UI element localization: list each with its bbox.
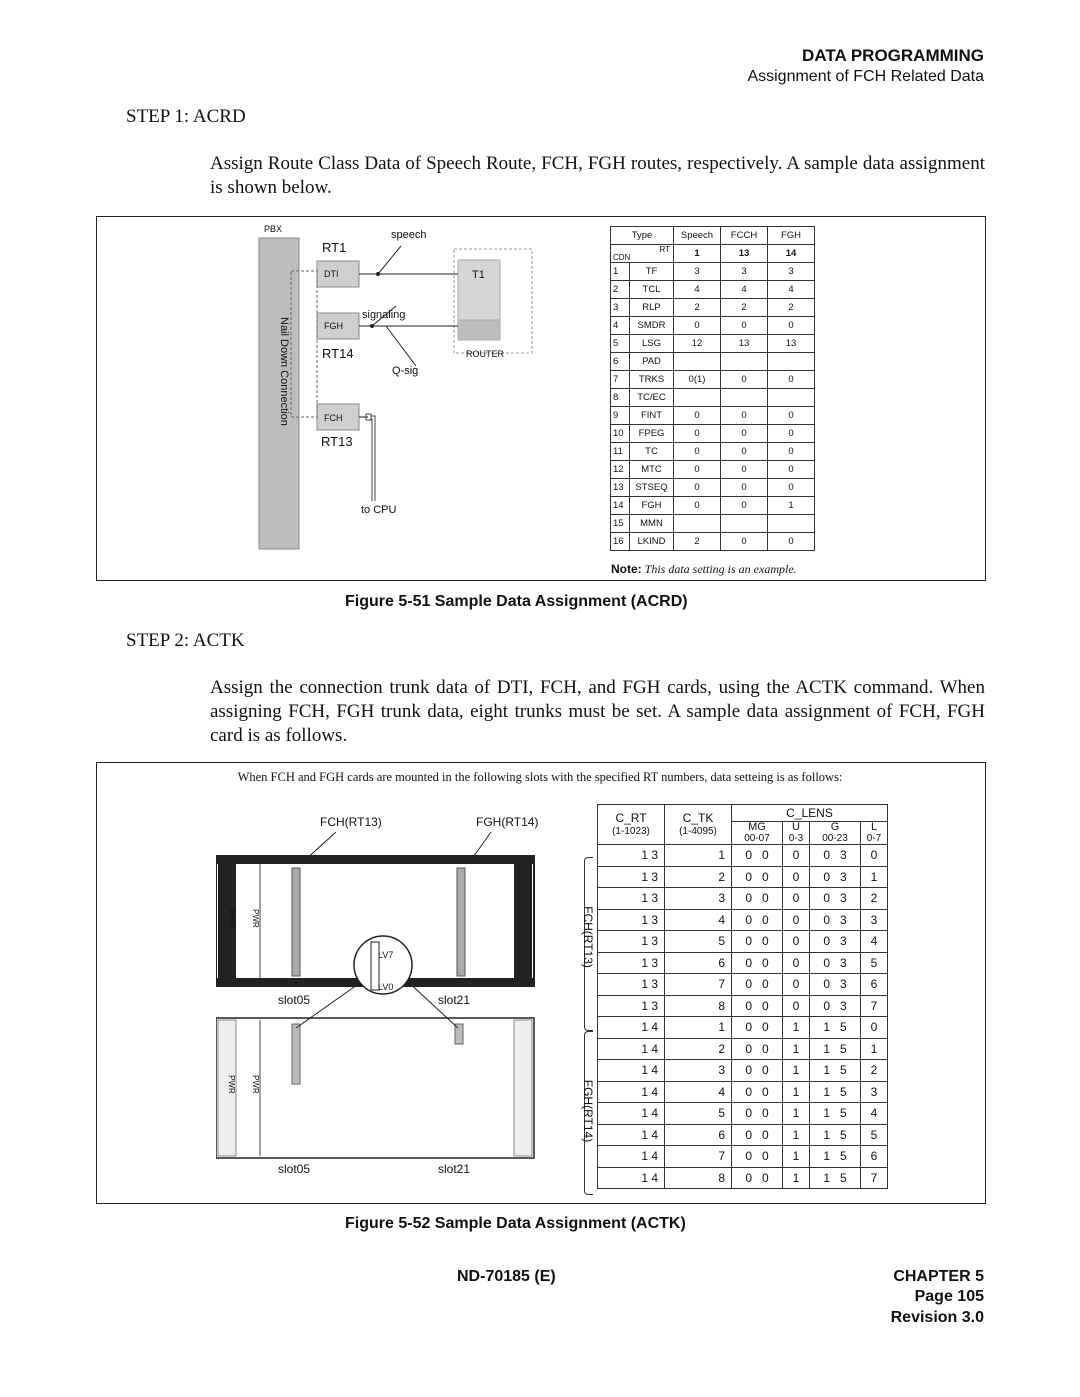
table-row [611,371,815,389]
row-value: 0 [721,317,768,335]
cell-tk: 8 [665,1167,732,1189]
cell-u: 0 [783,888,810,910]
row-value: 0 [768,533,815,551]
row-type: PAD [630,353,674,371]
cell-rt: 1 3 [598,845,665,867]
cell-g: 1 5 [810,1167,861,1189]
u-label: U [792,821,800,833]
cell-g: 0 3 [810,845,861,867]
cell-g: 1 5 [810,1038,861,1060]
table-row [598,1038,888,1060]
cell-l: 5 [861,1124,888,1146]
step2-text: Assign the connection trunk data of DTI, FCH, and FGH cards, using the ACTK command. When assigning FCH, FGH trunk data, eight trunks must be set. A sample data assignment of FCH, FGH card is as follows. [210,677,985,746]
cell-rt: 1 4 [598,1103,665,1125]
cell-l: 4 [861,1103,888,1125]
rt14-label: RT14 [322,346,354,361]
cell-l: 6 [861,1146,888,1168]
cell-mg: 0 0 [732,1060,783,1082]
u-range: 0-3 [788,833,804,844]
cell-tk: 7 [665,1146,732,1168]
cell-l: 5 [861,952,888,974]
row-number: 13 [611,479,630,497]
cell-l: 7 [861,995,888,1017]
table-row [598,1167,888,1189]
cell-rt: 1 4 [598,1124,665,1146]
table-row [611,299,815,317]
pbx-label: PBX [264,224,283,234]
step1-text: Assign Route Class Data of Speech Route, FCH, FGH routes, respectively. A sample data assignment is shown below. [210,153,985,198]
row-value [721,353,768,371]
fig51-note [611,562,797,577]
table-row [598,974,888,996]
acrd-table [610,226,815,551]
cell-g: 1 5 [810,1146,861,1168]
cell-mg: 0 0 [732,1167,783,1189]
cell-l: 7 [861,1167,888,1189]
row-value [674,353,721,371]
rt13-label: RT13 [321,434,353,449]
row-value: 0 [768,425,815,443]
table-row [598,995,888,1017]
table-row [598,1124,888,1146]
row-value: 0 [674,443,721,461]
row-value: 4 [674,281,721,299]
table-row [598,931,888,953]
cell-u: 0 [783,974,810,996]
c-rt-label: C_RT [615,810,647,825]
cell-g: 1 5 [810,1017,861,1039]
slot05-label-top: slot05 [278,993,311,1007]
cell-mg: 0 0 [732,1103,783,1125]
cell-tk: 3 [665,1060,732,1082]
cell-mg: 0 0 [732,1038,783,1060]
rt-speech: 1 [674,245,721,263]
l-range: 0-7 [866,833,882,844]
table-row [598,1060,888,1082]
c-tk-header [665,805,732,845]
row-value: 0 [674,407,721,425]
cell-rt: 1 3 [598,888,665,910]
row-type: FGH [630,497,674,515]
cell-rt: 1 4 [598,1081,665,1103]
pwr-label-top-1: PWR [226,909,236,928]
cell-u: 1 [783,1060,810,1082]
rt-fgh: 14 [768,245,815,263]
cell-g: 1 5 [810,1103,861,1125]
acrd-rows [611,263,815,551]
cell-g: 0 3 [810,952,861,974]
c-tk-range: (1-4095) [679,825,717,837]
fgh-label: FGH [324,321,343,331]
cell-mg: 0 0 [732,1017,783,1039]
row-value: 0(1) [674,371,721,389]
actk-rows [598,845,888,1189]
cell-tk: 7 [665,974,732,996]
row-value: 2 [721,299,768,317]
section-subtitle: Assignment of FCH Related Data [747,68,984,85]
pwr-label-bottom-1: PWR [226,1075,236,1094]
row-value [721,515,768,533]
row-value [674,389,721,407]
step1-heading: STEP 1: ACRD [126,106,246,127]
cell-mg: 0 0 [732,888,783,910]
cell-l: 1 [861,866,888,888]
table-row [611,497,815,515]
table-row [598,909,888,931]
cell-rt: 1 4 [598,1167,665,1189]
acrd-table-wrap [610,226,815,551]
row-value: 0 [721,479,768,497]
rack-svg [216,810,539,1180]
cell-g: 0 3 [810,909,861,931]
cell-u: 0 [783,866,810,888]
cell-l: 4 [861,931,888,953]
cell-rt: 1 3 [598,909,665,931]
mg-header [732,822,783,845]
table-row [598,845,888,867]
row-number: 11 [611,443,630,461]
cell-mg: 0 0 [732,1124,783,1146]
cell-u: 1 [783,1081,810,1103]
table-row [611,479,815,497]
row-value: 0 [721,533,768,551]
row-value: 1 [768,497,815,515]
cell-u: 1 [783,1146,810,1168]
fgh-group-label: FGH(RT14) [581,1079,595,1143]
cell-tk: 3 [665,888,732,910]
row-value: 0 [768,443,815,461]
cell-tk: 4 [665,1081,732,1103]
row-number: 2 [611,281,630,299]
row-value: 0 [721,461,768,479]
cell-tk: 5 [665,931,732,953]
cell-rt: 1 3 [598,974,665,996]
row-value [768,515,815,533]
footer-page: Page 105 [914,1288,984,1305]
slot05-label-bottom: slot05 [278,1162,311,1176]
g-label: G [830,821,840,833]
pwr-label-bottom-2: PWR [250,1075,260,1094]
row-type: MTC [630,461,674,479]
row-value: 4 [721,281,768,299]
mg-range: 00-07 [744,833,770,844]
t1-label: T1 [472,269,485,281]
fgh-rt14-label: FGH(RT14) [476,815,539,829]
cell-tk: 2 [665,866,732,888]
table-row [611,461,815,479]
row-number: 9 [611,407,630,425]
cell-u: 1 [783,1103,810,1125]
cell-rt: 1 4 [598,1060,665,1082]
row-value [674,515,721,533]
step2-heading: STEP 2: ACTK [126,630,245,651]
cell-g: 0 3 [810,866,861,888]
table-row [611,335,815,353]
l-header [861,822,888,845]
cdn-rt-cell [611,245,674,263]
cell-mg: 0 0 [732,1081,783,1103]
cell-mg: 0 0 [732,1146,783,1168]
cell-u: 0 [783,952,810,974]
row-number: 14 [611,497,630,515]
row-value: 0 [674,317,721,335]
actk-table-wrap [597,804,888,1189]
col-fcch: FCCH [721,227,768,245]
dti-label: DTI [324,269,339,279]
row-value: 0 [674,425,721,443]
row-type: TF [630,263,674,281]
table-row [611,425,815,443]
cell-rt: 1 3 [598,952,665,974]
fch-group-label: FCH(RT13) [581,906,595,968]
row-number: 7 [611,371,630,389]
cell-rt: 1 3 [598,995,665,1017]
col-fgh: FGH [768,227,815,245]
cell-rt: 1 4 [598,1038,665,1060]
cell-g: 1 5 [810,1060,861,1082]
row-type: TCL [630,281,674,299]
row-type: LKIND [630,533,674,551]
c-rt-range: (1-1023) [612,825,650,837]
section-title: DATA PROGRAMMING [802,46,984,65]
cell-mg: 0 0 [732,866,783,888]
cell-l: 2 [861,1060,888,1082]
row-value: 3 [768,263,815,281]
cell-mg: 0 0 [732,931,783,953]
cell-mg: 0 0 [732,909,783,931]
cell-u: 1 [783,1017,810,1039]
cell-tk: 8 [665,995,732,1017]
note-text: This data setting is an example. [644,562,797,576]
row-value: 0 [721,407,768,425]
row-value: 13 [721,335,768,353]
row-value: 0 [721,497,768,515]
row-number: 1 [611,263,630,281]
row-number: 12 [611,461,630,479]
c-tk-label: C_TK [682,810,714,825]
row-value: 0 [768,407,815,425]
row-value: 0 [768,461,815,479]
footer-revision: Revision 3.0 [890,1309,984,1326]
row-value: 2 [674,533,721,551]
doc-number: ND-70185 (E) [457,1268,556,1285]
row-type: FPEG [630,425,674,443]
speech-label: speech [391,229,427,241]
row-value: 2 [674,299,721,317]
row-number: 4 [611,317,630,335]
row-value [768,389,815,407]
row-type: FINT [630,407,674,425]
row-type: RLP [630,299,674,317]
rt-fcch: 13 [721,245,768,263]
cell-g: 0 3 [810,888,861,910]
row-type: MMN [630,515,674,533]
cell-mg: 0 0 [732,995,783,1017]
cell-tk: 2 [665,1038,732,1060]
cell-g: 1 5 [810,1081,861,1103]
table-row [611,353,815,371]
signaling-label: signaling [362,309,406,321]
rt1-label: RT1 [322,240,347,255]
cell-tk: 5 [665,1103,732,1125]
cell-g: 0 3 [810,995,861,1017]
cell-mg: 0 0 [732,974,783,996]
row-value: 0 [721,425,768,443]
cell-mg: 0 0 [732,845,783,867]
router-label: ROUTER [466,349,504,359]
table-row [598,1103,888,1125]
row-value: 12 [674,335,721,353]
row-value: 0 [674,461,721,479]
cell-l: 1 [861,1038,888,1060]
cell-rt: 1 4 [598,1017,665,1039]
cell-mg: 0 0 [732,952,783,974]
row-number: 8 [611,389,630,407]
table-row [611,389,815,407]
cell-l: 2 [861,888,888,910]
fch-label: FCH [324,413,343,423]
cell-rt: 1 4 [598,1146,665,1168]
g-range: 00-23 [822,833,848,844]
slot21-label-top: slot21 [438,993,471,1007]
pwr-label-top-2: PWR [250,909,260,928]
row-number: 15 [611,515,630,533]
cell-tk: 1 [665,1017,732,1039]
nail-down-label: Nail Down Connection [278,317,290,426]
cell-u: 0 [783,909,810,931]
table-row [598,952,888,974]
row-number: 6 [611,353,630,371]
row-value: 2 [768,299,815,317]
cell-l: 3 [861,1081,888,1103]
figure-52-caption: Figure 5-52 Sample Data Assignment (ACTK) [345,1215,686,1232]
table-row [598,1081,888,1103]
cell-rt: 1 3 [598,931,665,953]
row-type: TC/EC [630,389,674,407]
col-type: Type [611,227,674,245]
rack-diagram [216,810,539,1180]
table-row [598,1017,888,1039]
u-header [783,822,810,845]
cell-u: 0 [783,845,810,867]
c-rt-header [598,805,665,845]
row-value [721,389,768,407]
cell-g: 0 3 [810,931,861,953]
row-value: 0 [768,317,815,335]
qsig-label: Q-sig [392,365,419,377]
cell-u: 1 [783,1124,810,1146]
fch-rt13-label: FCH(RT13) [320,815,382,829]
lv7-label: LV7 [378,950,394,960]
row-value: 0 [768,371,815,389]
actk-table [597,804,888,1189]
row-type: TRKS [630,371,674,389]
cell-u: 1 [783,1038,810,1060]
row-value [768,353,815,371]
row-number: 10 [611,425,630,443]
figure-51-caption: Figure 5-51 Sample Data Assignment (ACRD) [345,593,688,610]
row-number: 3 [611,299,630,317]
lv0-label: LV0 [378,982,394,992]
row-number: 5 [611,335,630,353]
cell-l: 3 [861,909,888,931]
cell-tk: 1 [665,845,732,867]
table-row [611,263,815,281]
row-value: 4 [768,281,815,299]
row-value: 13 [768,335,815,353]
row-type: LSG [630,335,674,353]
row-value: 0 [674,497,721,515]
g-header [810,822,861,845]
table-row [611,317,815,335]
note-label: Note: [611,562,642,576]
table-row [611,407,815,425]
row-number: 16 [611,533,630,551]
fig52-intro: When FCH and FGH cards are mounted in the following slots with the specified RT numbers, data setteing is as follows: [237,770,843,784]
table-row [598,1146,888,1168]
footer-chapter: CHAPTER 5 [893,1268,984,1285]
col-speech: Speech [674,227,721,245]
to-cpu-label: to CPU [361,504,397,516]
row-type: TC [630,443,674,461]
cell-tk: 6 [665,1124,732,1146]
row-value: 0 [674,479,721,497]
fig51-diagram-svg [96,216,596,579]
cell-rt: 1 3 [598,866,665,888]
table-row [598,888,888,910]
cell-u: 0 [783,995,810,1017]
cell-l: 0 [861,845,888,867]
row-value: 3 [674,263,721,281]
row-value: 3 [721,263,768,281]
slot21-label-bottom: slot21 [438,1162,471,1176]
table-row [611,515,815,533]
row-type: SMDR [630,317,674,335]
cdn-label: CDN [613,253,631,262]
row-type: STSEQ [630,479,674,497]
cell-l: 6 [861,974,888,996]
row-value: 0 [721,443,768,461]
cell-g: 1 5 [810,1124,861,1146]
table-row [611,443,815,461]
table-row [598,866,888,888]
cell-tk: 4 [665,909,732,931]
row-value: 0 [721,371,768,389]
cell-g: 0 3 [810,974,861,996]
c-lens-header: C_LENS [732,805,888,822]
cell-tk: 6 [665,952,732,974]
table-row [611,281,815,299]
row-value: 0 [768,479,815,497]
fig51-diagram [96,216,596,579]
cell-l: 0 [861,1017,888,1039]
rt-label: RT [659,245,670,254]
l-label: L [870,821,878,833]
cell-u: 1 [783,1167,810,1189]
cell-u: 0 [783,931,810,953]
mg-label: MG [748,821,766,833]
table-row [611,533,815,551]
